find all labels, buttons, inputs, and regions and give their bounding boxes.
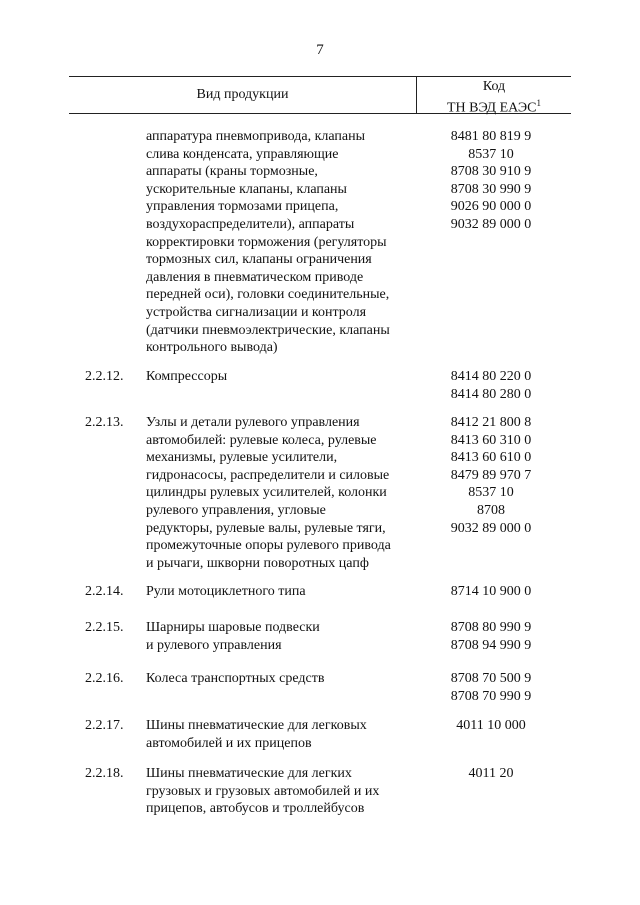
code-value: 8708 30 910 9 <box>450 164 532 180</box>
code-value: 8708 94 990 9 <box>450 637 532 653</box>
code-value: 8537 10 <box>468 485 514 501</box>
description-line: рулевого управления, угловые <box>146 502 326 518</box>
code-value: 8412 21 800 8 <box>450 415 532 430</box>
code-value: 8708 70 500 9 <box>450 671 532 686</box>
product-description <box>146 128 436 357</box>
description-line: давления в пневматическом приводе <box>146 269 364 285</box>
description-line: гидронасосы, распределители и силовые <box>146 467 390 483</box>
product-description <box>146 414 436 572</box>
code-value: 8481 80 819 9 <box>450 129 532 144</box>
description-line: Колеса транспортных средств <box>146 671 325 686</box>
description-line: Шины пневматические для легких <box>146 766 352 781</box>
row-number: 2.2.18. <box>85 766 124 781</box>
description-line: управления тормозами прицепа, <box>146 199 339 215</box>
tn-ved-codes <box>441 583 541 601</box>
code-value: 9032 89 000 0 <box>450 216 532 232</box>
page-number: 7 <box>316 42 324 58</box>
description-line: передней оси), головки соединительные, <box>146 287 390 303</box>
description-line: тормозных сил, клапаны ограничения <box>146 252 372 268</box>
code-value: 9032 89 000 0 <box>450 520 532 536</box>
product-description <box>146 368 436 386</box>
code-value: 4011 10 000 <box>456 718 526 733</box>
row-number: 2.2.13. <box>85 415 124 430</box>
product-description <box>146 619 436 654</box>
row-number: 2.2.17. <box>85 718 124 733</box>
footnote-marker: 1 <box>536 98 541 108</box>
table-header <box>69 76 571 114</box>
code-value: 8413 60 610 0 <box>450 450 532 466</box>
code-value: 8414 80 280 0 <box>450 386 532 402</box>
description-line: прицепов, автобусов и троллейбусов <box>146 801 365 817</box>
code-value: 8708 80 990 9 <box>450 620 532 635</box>
description-line: Шарниры шаровые подвески <box>146 620 320 635</box>
product-description <box>146 717 436 752</box>
description-line: грузовых и грузовых автомобилей и их <box>146 783 380 799</box>
description-line: устройства сигнализации и контроля <box>146 304 367 320</box>
row-number: 2.2.14. <box>85 584 124 599</box>
row-number: 2.2.15. <box>85 620 124 635</box>
tn-ved-codes <box>441 619 541 654</box>
code-header-line2 <box>417 95 571 117</box>
tn-ved-codes <box>441 128 541 234</box>
tn-ved-codes <box>441 670 541 705</box>
tn-ved-codes <box>441 368 541 403</box>
code-value: 8413 60 310 0 <box>450 432 532 448</box>
code-header-line1: Код <box>482 79 506 94</box>
description-line: Шины пневматические для легковых <box>146 718 367 733</box>
code-value: 4011 20 <box>468 766 514 781</box>
code-value: 8708 30 990 9 <box>450 181 532 197</box>
tn-ved-codes <box>441 414 541 537</box>
description-line: корректировки торможения (регуляторы <box>146 234 387 250</box>
description-line: механизмы, рулевые усилители, <box>146 450 338 466</box>
description-line: и рулевого управления <box>146 637 282 653</box>
description-line: Компрессоры <box>146 369 228 384</box>
description-line: цилиндры рулевых усилителей, колонки <box>146 485 387 501</box>
description-line: Узлы и детали рулевого управления <box>146 415 360 430</box>
tn-ved-codes <box>441 717 541 735</box>
code-header-text: ТН ВЭД ЕАЭС <box>446 100 537 116</box>
code-value: 8714 10 900 0 <box>450 584 532 599</box>
description-line: редукторы, рулевые валы, рулевые тяги, <box>146 520 386 536</box>
product-description <box>146 670 436 688</box>
description-line: воздухораспределители), аппараты <box>146 216 355 232</box>
description-line: промежуточные опоры рулевого привода <box>146 538 391 554</box>
description-line: аппараты (краны тормозные, <box>146 164 318 180</box>
description-line: (датчики пневмоэлектрические, клапаны <box>146 322 390 338</box>
product-description <box>146 583 436 601</box>
code-value: 8537 10 <box>468 146 514 162</box>
description-line: автомобилей: рулевые колеса, рулевые <box>146 432 377 448</box>
tn-ved-codes <box>441 765 541 783</box>
code-value: 9026 90 000 0 <box>450 199 532 215</box>
code-value: 8708 70 990 9 <box>450 688 532 704</box>
row-number: 2.2.12. <box>85 369 124 384</box>
product-description <box>146 765 436 818</box>
description-line: ускорительные клапаны, клапаны <box>146 181 347 197</box>
description-line: и рычаги, шкворни поворотных цапф <box>146 555 369 571</box>
description-line: автомобилей и их прицепов <box>146 735 312 751</box>
description-line: Рули мотоциклетного типа <box>146 584 306 599</box>
description-line: аппаратура пневмопривода, клапаны <box>146 129 366 144</box>
description-line: слива конденсата, управляющие <box>146 146 339 162</box>
code-value: 8414 80 220 0 <box>450 369 532 384</box>
column-header-product: Вид продукции <box>196 87 289 102</box>
description-line: контрольного вывода) <box>146 340 278 356</box>
code-value: 8708 <box>477 502 505 518</box>
row-number: 2.2.16. <box>85 671 124 686</box>
code-value: 8479 89 970 7 <box>450 467 532 483</box>
column-header-code <box>417 79 571 117</box>
